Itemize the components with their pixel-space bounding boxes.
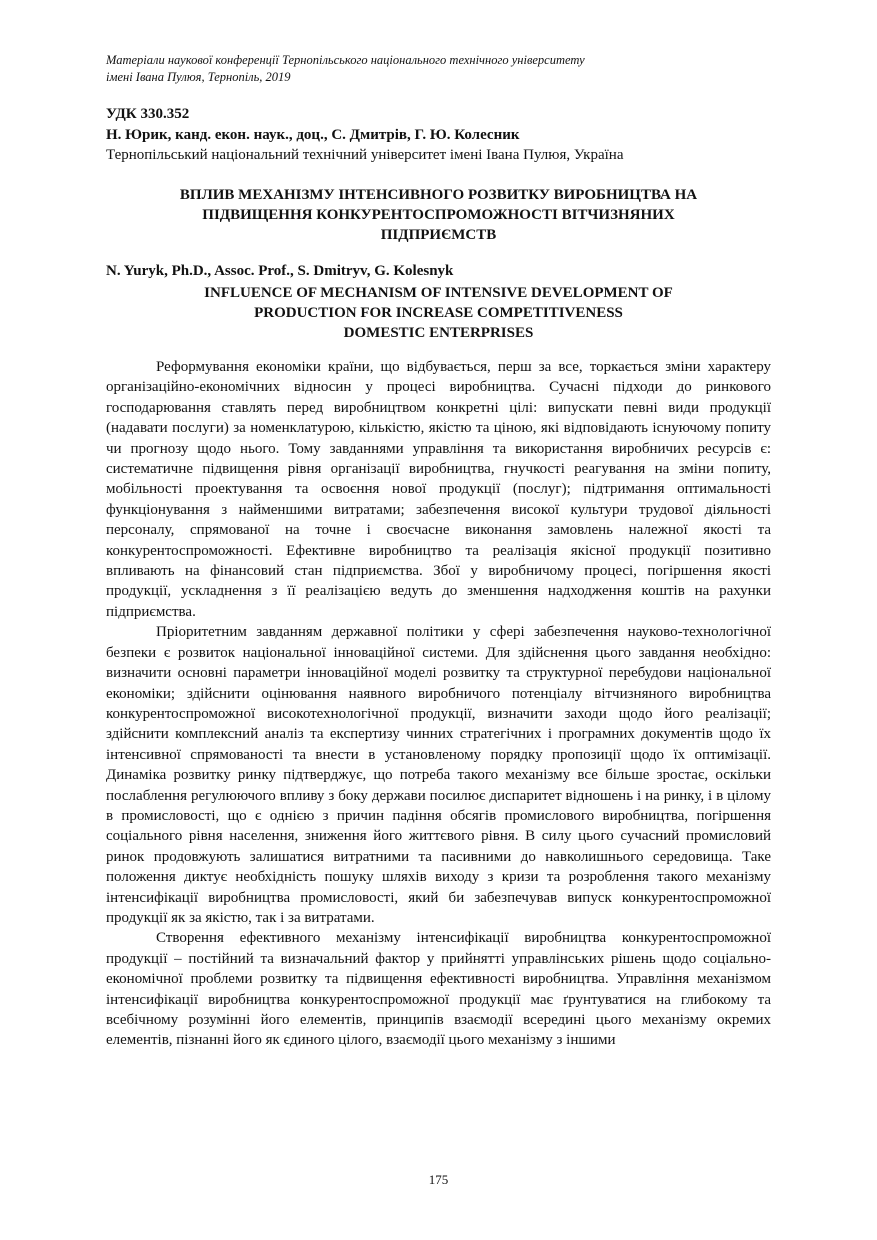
page-number: 175 (428, 1172, 449, 1187)
authors-english: N. Yuryk, Ph.D., Assoc. Prof., S. Dmitryv, G. Kolesnyk (106, 263, 454, 279)
paragraph: Реформування економіки країни, що відбувається, перш за все, торкається зміни характеру організаційно-економічних відносин у процесі виробництва. Сучасні підходи до ринкового господарювання ставлять перед виробництвом конкретні цілі: випускати певні види продукції (надавати послуги) за номенклатурою, кількістю, якістю та ціною, які відповідають існуючому попиту чи прогнозу щодо нього. Тому завданнями управління та використання виробничих ресурсів є: систематичне підвищення рівня організації виробництва, гнучкості реагування на зміни попиту, мобільності проектування та освоєння нової продукції (послуг); підтримання оптимальності функціонування з найменшими витратами; забезпечення високої культури трудової діяльності персоналу, спрямованої на точне і своєчасне виконання замовлень належної якості та конкурентоспроможності. Ефективне виробництво та реалізація якісної продукції позитивно впливають на фінансовий стан підприємства. Збої у виробничому процесі, погіршення якості продукції, ускладнення з її реалізацією ведуть до зменшення надходження коштів на рахунки підприємства. (106, 359, 771, 620)
udc-code: УДК 330.352 (106, 106, 190, 122)
title-english (106, 283, 771, 343)
paragraph: Пріоритетним завданням державної політики у сфері забезпечення науково-технологічної безпеки є розвиток національної інноваційної системи. Для здійснення цього завдання необхідно: визначити основні параметри інноваційної моделі розвитку та структурної перебудови національної економіки; здійснити оцінювання наявного виробничого потенціалу вітчизняного виробництва конкурентоспроможної високотехнологічної продукції, визначити заходи щодо його реалізації; здійснити комплексний аналіз та експертизу чинних стратегічних і програмних документів щодо їх інтенсивної спрямованості та внести в установленому порядку пропозиції щодо їх оптимізації. Динаміка розвитку ринку підтверджує, що потреба такого механізму все більше зростає, оскільки послаблення регулюючого впливу з боку держави посилює диспаритет відношень і на ринку, і в цілому в промисловості, що є однією з причин падіння обсягів промислового виробництва, погіршення соціального рівня населення, зниження його життєвого рівня. В силу цього сучасний промисловий ринок продовжують залишатися витратними та пасивними до навколишнього середовища. Таке положення диктує необхідність пошуку шляхів виходу з кризи та розроблення такого механізму інтенсифікації виробництва промисловості, який би забезпечував випуск конкурентоспроможної продукції як за якістю, так і за витратами. (106, 624, 771, 926)
paragraph: Створення ефективного механізму інтенсифікації виробництва конкурентоспроможної продукції – постійний та визначальний фактор у прийнятті управлінських рішень щодо соціально-економічної проблеми розвитку та підвищення ефективності виробництва. Управління механізмом інтенсифікації виробництва конкурентоспроможної продукції має ґрунтуватися на глибокому та всебічному розумінні його елементів, принципів взаємодії всередині цього механізму окремих елементів, пізнанні його як єдиного цілого, взаємодії цього механізму з іншими (106, 930, 771, 1049)
conference-header-line-1: Матеріали наукової конференції Тернопільського національного технічного університету (106, 53, 585, 67)
body-text (106, 357, 771, 1051)
title-ukrainian-line: ВПЛИВ МЕХАНІЗМУ ІНТЕНСИВНОГО РОЗВИТКУ ВИРОБНИЦТВА НА (179, 187, 698, 203)
title-english-line: INFLUENCE OF MECHANISM OF INTENSIVE DEVELOPMENT OF (204, 285, 673, 301)
title-english-line: PRODUCTION FOR INCREASE COMPETITIVENESS (254, 305, 623, 321)
conference-header-line-2: імені Івана Пулюя, Тернопіль, 2019 (106, 70, 291, 84)
title-english-line: DOMESTIC ENTERPRISES (343, 325, 534, 341)
affiliation: Тернопільський національний технічний університет імені Івана Пулюя, Україна (106, 147, 624, 163)
authors-ukrainian: Н. Юрик, канд. екон. наук., доц., С. Дмитрів, Г. Ю. Колесник (106, 127, 520, 143)
title-ukrainian-line: ПІДПРИЄМСТВ (380, 227, 497, 243)
title-ukrainian-line: ПІДВИЩЕННЯ КОНКУРЕНТОСПРОМОЖНОСТІ ВІТЧИЗНЯНИХ (202, 207, 675, 223)
title-ukrainian (106, 185, 771, 245)
